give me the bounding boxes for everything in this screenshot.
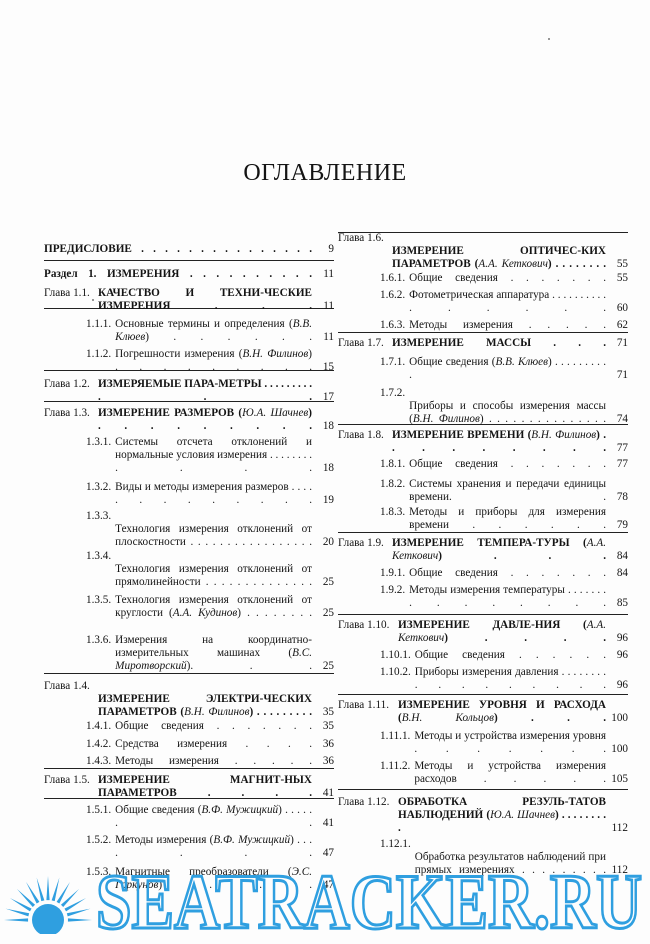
page-number: 100 [611, 743, 628, 755]
toc-subentry [338, 584, 628, 610]
page-number: 11 [323, 268, 334, 280]
section-rule [338, 789, 628, 790]
entry-title: ИЗМЕРЕНИЕ ДАВЛЕ-НИЯ (А.А. Кеткович) . . . . [398, 619, 606, 644]
entry-title: Общие сведения . . . . . . . [409, 567, 606, 579]
toc-entry [44, 268, 334, 281]
entry-title: Технология измерения отклонений от плоскостности . . . . . . . . . . . . . . . . . [115, 523, 312, 548]
subsection-number: 1.4.2. [86, 738, 112, 750]
toc-subentry [44, 550, 334, 589]
page-number: 11 [323, 300, 334, 312]
entry-title: Погрешности измерения (В.Н. Филинов) . . . . . . . . . [115, 348, 312, 373]
watermark-text [96, 862, 644, 942]
toc-subentry [338, 272, 628, 285]
page-number: 60 [616, 302, 628, 314]
entry-title: ИЗМЕРЕНИЕ МАССЫ . . . [392, 337, 606, 349]
page-number: 36 [322, 738, 334, 750]
chapter-label: Глава 1.8. [338, 429, 384, 441]
toc-entry [338, 699, 628, 725]
chapter-label: Глава 1.4. [44, 680, 90, 692]
subsection-number: 1.3.2. [86, 481, 112, 493]
toc-subentry [338, 387, 628, 426]
toc-entry [338, 537, 628, 563]
entry-title: Общие сведения . . . . . . [414, 649, 606, 661]
toc-entry [44, 407, 334, 433]
entry-title: Методы измерения . . . . . [409, 319, 606, 331]
entry-title: ПРЕДИСЛОВИЕ . . . . . . . . . . . . . . . [44, 243, 312, 255]
entry-title: Методы и устройства измерения расходов . . . . . [414, 760, 606, 785]
page-number: 18 [322, 462, 334, 474]
entry-title: Методы измерения температуры . . . . . . . . . . . . . . . [409, 584, 606, 609]
entry-title: КАЧЕСТВО И ТЕХНИ-ЧЕСКИЕ ИЗМЕРЕНИЯ . . . [98, 287, 312, 312]
chapter-label: Глава 1.9. [338, 537, 384, 549]
page-number: 18 [322, 420, 334, 432]
subsection-number: 1.5.3. [86, 866, 112, 878]
page-number: 96 [616, 649, 628, 661]
page-number: 15 [322, 361, 334, 373]
subsection-number: 1.1.2. [86, 348, 112, 360]
page-number: 71 [616, 369, 628, 381]
subsection-number: 1.12.1. [380, 838, 411, 850]
entry-title: ИЗМЕРЕНИЕ ТЕМПЕРА-ТУРЫ (А.А. Кеткович) . . . [392, 537, 606, 562]
section-rule [338, 614, 628, 615]
page-number: 36 [322, 755, 334, 767]
subsection-number: 1.4.1. [86, 720, 112, 732]
print-speck [548, 38, 550, 40]
page-number: 35 [322, 720, 334, 732]
subsection-number: 1.3.4. [86, 550, 112, 562]
page-number: 25 [322, 660, 334, 672]
chapter-label: Глава 1.12. [338, 796, 390, 808]
page-number: 17 [322, 391, 334, 403]
entry-title: ИЗМЕРЕНИЕ ЭЛЕКТРИ-ЧЕСКИХ ПАРАМЕТРОВ (В.Н. Филинов) . . . . . . . . . [98, 693, 312, 718]
page-number: 55 [616, 272, 628, 284]
page-number: 85 [616, 597, 628, 609]
entry-title: Приборы и способы измерения массы (В.Н. Филинов) . . . . . . . . . . . . . . . [409, 400, 606, 425]
chapter-label: Глава 1.10. [338, 619, 390, 631]
subsection-number: 1.3.5. [86, 594, 112, 606]
toc-entry [44, 287, 334, 313]
toc-entry [44, 243, 334, 256]
page-number: 112 [611, 864, 628, 876]
toc-entry [338, 619, 628, 645]
subsection-number: 1.9.2. [380, 584, 406, 596]
section-rule [338, 694, 628, 695]
entry-title: Виды и методы измерения размеров . . . . . . . . . . . . . [115, 481, 312, 506]
toc-entry [338, 232, 628, 271]
toc-subentry [338, 506, 628, 532]
entry-title: Измерения на координатно-измерительных машинах (В.С. Миротворский). . . [115, 634, 312, 672]
entry-title: ИЗМЕРЕНИЕ УРОВНЯ И РАСХОДА (В.Н. Кольцов) . . . [398, 699, 606, 724]
toc-subentry [338, 649, 628, 662]
toc-subentry [338, 666, 628, 692]
entry-title: Общие сведения (В.Ф. Мужицкий) . . . . . . . [115, 804, 312, 829]
entry-title: Фотометрическая аппаратура . . . . . . . . . . . . . . . . [409, 289, 606, 314]
page-number: 47 [322, 879, 334, 891]
page-number: 105 [611, 773, 628, 785]
subsection-number: 1.3.3. [86, 510, 112, 522]
subsection-number: 1.8.3. [380, 506, 406, 518]
entry-title: Обработка результатов наблюдений при прямых измерениях . . . . . . . . . [414, 851, 606, 876]
entry-title: Технология измерения отклонений от прямолинейности . . . . . . . . . . . . . . [115, 563, 312, 588]
toc-subentry [44, 804, 334, 830]
subsection-number: 1.10.1. [380, 649, 411, 661]
chapter-label: Глава 1.1. [44, 287, 90, 299]
sun-icon [2, 864, 94, 934]
toc-subentry [44, 720, 334, 733]
subsection-number: 1.5.1. [86, 804, 112, 816]
toc-subentry [44, 738, 334, 751]
entry-title: Магнитные преобразователи (Э.С. Горкунов) . . . [115, 866, 312, 891]
watermark [0, 850, 650, 944]
entry-title: Общие сведения . . . . . . . [409, 458, 606, 470]
entry-title: Технология измерения отклонений от круглости (А.А. Кудинов) . . . . . . . . [115, 594, 312, 619]
subsection-number: 1.3.6. [86, 634, 112, 646]
page-number: 41 [322, 787, 334, 799]
entry-title: Средства измерения . . . . [115, 738, 312, 750]
entry-title: Основные термины и определения (В.В. Клюев) . . . . . . [115, 318, 312, 343]
subsection-number: 1.7.1. [380, 356, 406, 368]
entry-title: Системы хранения и передачи единицы времени. . [409, 478, 606, 503]
page-number: 62 [616, 319, 628, 331]
page-number: 19 [322, 494, 334, 506]
toc-entry [338, 429, 628, 455]
entry-title: Общие сведения . . . . . . . [409, 272, 606, 284]
toc-subentry [338, 356, 628, 382]
toc-subentry [44, 510, 334, 549]
subsection-number: 1.11.2. [380, 760, 411, 772]
section-rule [44, 768, 334, 769]
subsection-number: 1.8.2. [380, 478, 406, 490]
page-number: 96 [616, 632, 628, 644]
toc-subentry [338, 458, 628, 471]
subsection-number: 1.8.1. [380, 458, 406, 470]
page-number: 41 [322, 817, 334, 829]
entry-title: Приборы измерения давления . . . . . . . . . . . . . . . . . [414, 666, 606, 691]
chapter-label: Глава 1.2. [44, 378, 90, 390]
entry-title: ИЗМЕРЕНИЕ ВРЕМЕНИ (В.Н. Филинов) . . . . . . . . . [392, 429, 606, 454]
entry-title: Методы и приборы для измерения времени . . . . . . [409, 506, 606, 531]
page-number: 9 [328, 243, 334, 255]
chapter-label: Глава 1.3. [44, 407, 90, 419]
chapter-label: Глава 1.6. [338, 232, 384, 244]
subsection-number: 1.1.1. [86, 318, 112, 330]
chapter-label: Глава 1.11. [338, 699, 390, 711]
subsection-number: 1.10.2. [380, 666, 411, 678]
toc-subentry [338, 319, 628, 332]
page-number: 96 [616, 679, 628, 691]
entry-title: Методы измерения . . . . . [115, 755, 312, 767]
toc-subentry [338, 730, 628, 756]
toc-entry [338, 337, 628, 350]
entry-title: Общие сведения . . . . . . . [115, 720, 312, 732]
toc-subentry [44, 318, 334, 344]
print-speck [92, 299, 94, 301]
toc-subentry [44, 755, 334, 768]
page-number: 100 [611, 712, 628, 724]
toc-entry [44, 680, 334, 719]
page-number: 11 [323, 331, 334, 343]
page-number: 47 [322, 847, 334, 859]
subsection-number: 1.4.3. [86, 755, 112, 767]
section-rule [44, 260, 334, 261]
toc-subentry [44, 634, 334, 673]
page-number: 79 [616, 519, 628, 531]
subsection-number: 1.3.1. [86, 436, 112, 448]
page-title: ОГЛАВЛЕНИЕ [243, 160, 407, 186]
chapter-label: Глава 1.5. [44, 774, 90, 786]
subsection-number: 1.5.2. [86, 834, 112, 846]
page-number: 25 [322, 607, 334, 619]
page-number: 84 [616, 567, 628, 579]
section-rule [44, 673, 334, 674]
page-number: 78 [616, 491, 628, 503]
entry-title: ИЗМЕРЕНИЕ ОПТИЧЕС-КИХ ПАРАМЕТРОВ (А.А. Кеткович) . . . . . . . . [392, 245, 607, 270]
toc-entry [44, 378, 334, 404]
page-number: 35 [322, 706, 334, 718]
toc-subentry [338, 567, 628, 580]
chapter-label: Глава 1.7. [338, 337, 384, 349]
page-number: 74 [616, 413, 628, 425]
svg-text:SEATRACKER.RU: SEATRACKER.RU [96, 862, 642, 942]
toc-subentry [44, 481, 334, 507]
page-number: 77 [616, 442, 628, 454]
toc-subentry [44, 348, 334, 374]
subsection-number: 1.7.2. [380, 387, 406, 399]
section-rule [338, 332, 628, 333]
entry-title: ИЗМЕРЯЕМЫЕ ПАРА-МЕТРЫ . . . . . . . . . . . . [98, 378, 312, 403]
subsection-number: 1.6.2. [380, 289, 406, 301]
toc-subentry [338, 289, 628, 315]
entry-title: Раздел 1. ИЗМЕРЕНИЯ . . . . . . . . . . [44, 268, 312, 280]
page-number: 84 [616, 550, 628, 562]
entry-title: ИЗМЕРЕНИЕ МАГНИТ-НЫХ ПАРАМЕТРОВ . . . . [98, 774, 312, 799]
toc-subentry [338, 478, 628, 504]
entry-title: Методы и устройства измерения уровня . . . . . . . [414, 730, 606, 755]
subsection-number: 1.6.1. [380, 272, 406, 284]
toc-subentry [338, 760, 628, 786]
page-number: 20 [322, 536, 334, 548]
toc-entry [338, 796, 628, 835]
entry-title: ИЗМЕРЕНИЕ РАЗМЕРОВ (Ю.А. Шачнев) . . . . . . . . . [98, 407, 312, 432]
page-number: 112 [611, 822, 628, 834]
page-number: 71 [616, 337, 628, 349]
toc-subentry [44, 594, 334, 620]
page-number: 55 [616, 258, 628, 270]
entry-title: ОБРАБОТКА РЕЗУЛЬ-ТАТОВ НАБЛЮДЕНИЙ (Ю.А. Шачнев) . . . . . . . . . [398, 796, 606, 834]
subsection-number: 1.9.1. [380, 567, 406, 579]
section-rule [338, 532, 628, 533]
page-number: 25 [322, 576, 334, 588]
subsection-number: 1.6.3. [380, 319, 406, 331]
toc-entry [44, 774, 334, 800]
page-number: 77 [616, 458, 628, 470]
entry-title: Методы измерения (В.Ф. Мужицкий) . . . . . . . [115, 834, 313, 859]
entry-title: Системы отсчета отклонений и нормальные условия измерения . . . . . . . . . . . . [115, 436, 312, 474]
subsection-number: 1.11.1. [380, 730, 411, 742]
entry-title: Общие сведения (В.В. Клюев) . . . . . . . . . . [409, 356, 607, 381]
toc-subentry [44, 436, 334, 475]
